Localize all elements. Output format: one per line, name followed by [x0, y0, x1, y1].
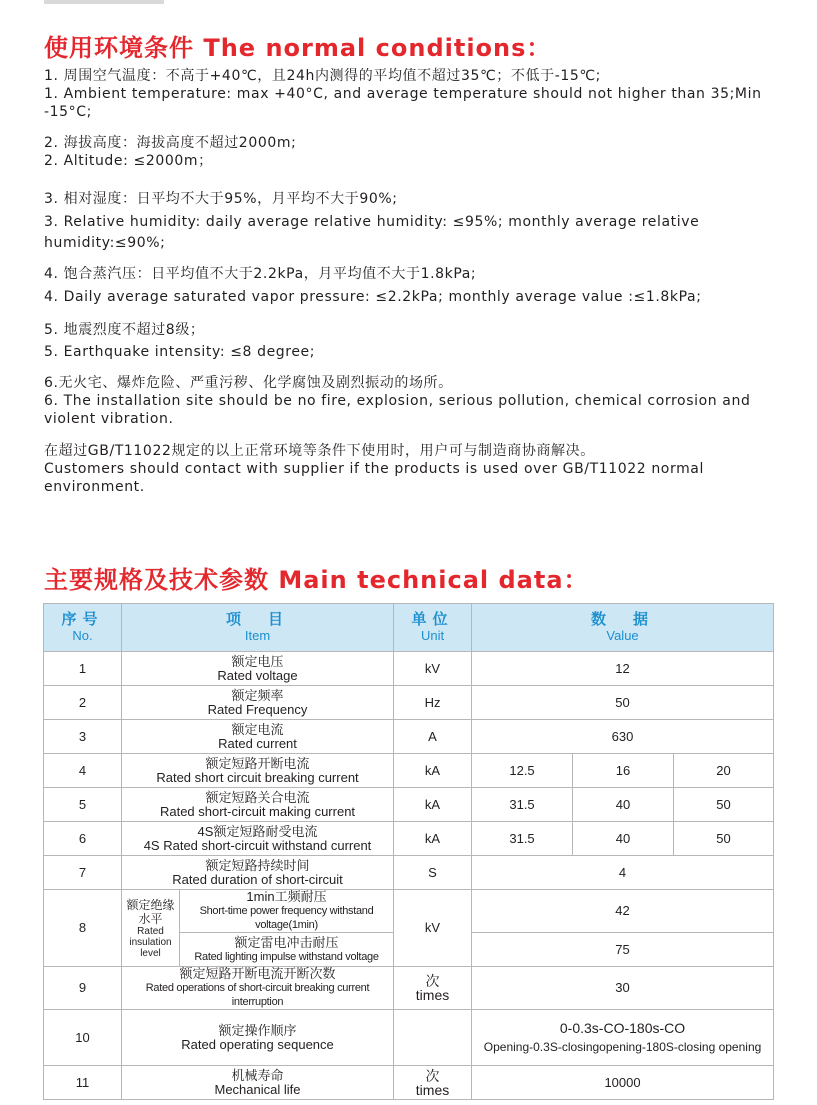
table-row — [44, 686, 774, 720]
row-unit: kA — [394, 822, 472, 856]
condition-item-6 — [44, 374, 784, 428]
table-row — [44, 890, 774, 933]
row-number: 7 — [44, 856, 122, 890]
table-row — [44, 856, 774, 890]
row-value: 75 — [472, 933, 774, 967]
row-value: 16 — [573, 754, 674, 788]
section-title-technical-data: 主要规格及技术参数 Main technical data： — [44, 566, 589, 594]
condition-note-cn: 在超过GB/T11022规定的以上正常环境等条件下使用时，用户可与制造商协商解决。 — [44, 443, 595, 459]
condition-4-en: 4. Daily average saturated vapor pressure: ≤2.2kPa; monthly average value :≤1.8kPa; — [44, 289, 702, 305]
row-number: 4 — [44, 754, 122, 788]
row-item: 额定操作顺序 Rated operating sequence — [122, 1010, 394, 1066]
condition-3-en: 3. Relative humidity: daily average relative humidity: ≤95%; monthly average relative humidity:≤90%; — [44, 214, 700, 251]
row-item: 4S额定短路耐受电流 4S Rated short-circuit withstand current — [122, 822, 394, 856]
row-item: 机械寿命 Mechanical life — [122, 1066, 394, 1100]
operating-sequence-value: 0-0.3s-CO-180s-CO — [559, 1020, 686, 1036]
row-unit: 次 times — [394, 1066, 472, 1100]
condition-item-4 — [44, 265, 784, 306]
row-unit: kA — [394, 788, 472, 822]
condition-item-5 — [44, 321, 784, 361]
condition-4-cn: 4. 饱合蒸汽压：日平均值不大于2.2kPa，月平均值不大于1.8kPa; — [44, 266, 477, 282]
row-value: 40 — [573, 788, 674, 822]
table-row — [44, 1010, 774, 1066]
row-value: 4 — [472, 856, 774, 890]
condition-1-en: 1. Ambient temperature: max +40°C, and average temperature should not higher than 35;Min -15°C; — [44, 86, 762, 120]
row-unit: Hz — [394, 686, 472, 720]
operating-sequence-description: Opening-0.3S-closingopening-180S-closing opening — [483, 1040, 762, 1054]
row-item: 额定短路开断电流 Rated short circuit breaking current — [122, 754, 394, 788]
row-item: 额定频率 Rated Frequency — [122, 686, 394, 720]
condition-3-cn: 3. 相对湿度：日平均不大于95%，月平均不大于90%; — [44, 191, 398, 207]
condition-note — [44, 442, 784, 496]
row-subitem: 额定雷电冲击耐压 Rated lighting impulse withstand voltage — [180, 933, 394, 967]
row-number: 3 — [44, 720, 122, 754]
header-item: 项 目 Item — [122, 604, 394, 652]
table-header-row — [44, 604, 774, 652]
row-value: 50 — [472, 686, 774, 720]
condition-5-cn: 5. 地震烈度不超过8级； — [44, 322, 205, 338]
condition-item-1 — [44, 67, 784, 121]
row-number: 9 — [44, 967, 122, 1010]
row-unit — [394, 1010, 472, 1066]
table-row — [44, 1066, 774, 1100]
row-number: 5 — [44, 788, 122, 822]
row-unit: kV — [394, 652, 472, 686]
table-row — [44, 822, 774, 856]
condition-6-cn: 6.无火宅、爆炸危险、严重污秽、化学腐蚀及剧烈振动的场所。 — [44, 375, 453, 391]
row-value: 20 — [674, 754, 774, 788]
row-value: 31.5 — [472, 822, 573, 856]
row-subitem: 1min工频耐压 Short-time power frequency withstand voltage(1min) — [180, 890, 394, 933]
row-value: 42 — [472, 890, 774, 933]
row-item: 额定短路持续时间 Rated duration of short-circuit — [122, 856, 394, 890]
header-value: 数 据 Value — [472, 604, 774, 652]
condition-1-cn: 1. 周围空气温度：不高于+40℃，且24h内测得的平均值不超过35℃；不低于-15℃; — [44, 68, 602, 84]
header-unit: 单位 Unit — [394, 604, 472, 652]
condition-5-en: 5. Earthquake intensity: ≤8 degree; — [44, 344, 316, 360]
row-number: 1 — [44, 652, 122, 686]
row-unit: S — [394, 856, 472, 890]
condition-2-en: 2. Altitude: ≤2000m； — [44, 153, 213, 169]
row-value: 40 — [573, 822, 674, 856]
condition-item-3 — [44, 190, 784, 254]
row-item: 额定电流 Rated current — [122, 720, 394, 754]
table-row — [44, 788, 774, 822]
table-row — [44, 652, 774, 686]
row-value: 630 — [472, 720, 774, 754]
condition-note-en: Customers should contact with supplier if the products is used over GB/T11022 normal environment. — [44, 461, 704, 495]
technical-data-table — [43, 603, 774, 1100]
insulation-level-group: 额定绝缘水平 Rated insulation level — [122, 890, 180, 967]
row-value: 30 — [472, 967, 774, 1010]
row-item: 额定短路关合电流 Rated short-circuit making current — [122, 788, 394, 822]
table-row — [44, 967, 774, 1010]
row-number: 6 — [44, 822, 122, 856]
table-row — [44, 720, 774, 754]
header-no: 序号 No. — [44, 604, 122, 652]
row-unit: A — [394, 720, 472, 754]
row-unit: kA — [394, 754, 472, 788]
row-unit: 次 times — [394, 967, 472, 1010]
section-title-normal-conditions: 使用环境条件 The normal conditions： — [44, 34, 552, 62]
row-value: 10000 — [472, 1066, 774, 1100]
condition-6-en: 6. The installation site should be no fire, explosion, serious pollution, chemical corrosion and violent vibration. — [44, 393, 751, 427]
condition-2-cn: 2. 海拔高度：海拔高度不超过2000m; — [44, 135, 297, 151]
row-number: 8 — [44, 890, 122, 967]
row-value — [472, 1010, 774, 1066]
row-value: 50 — [674, 822, 774, 856]
condition-item-2 — [44, 134, 784, 170]
top-decor-bar — [44, 0, 164, 4]
row-item: 额定短路开断电流开断次数 Rated operations of short-circuit breaking current interruption — [122, 967, 394, 1010]
row-item: 额定电压 Rated voltage — [122, 652, 394, 686]
row-value: 50 — [674, 788, 774, 822]
row-value: 31.5 — [472, 788, 573, 822]
row-value: 12.5 — [472, 754, 573, 788]
row-unit: kV — [394, 890, 472, 967]
row-value: 12 — [472, 652, 774, 686]
table-row — [44, 754, 774, 788]
row-number: 11 — [44, 1066, 122, 1100]
row-number: 10 — [44, 1010, 122, 1066]
row-number: 2 — [44, 686, 122, 720]
